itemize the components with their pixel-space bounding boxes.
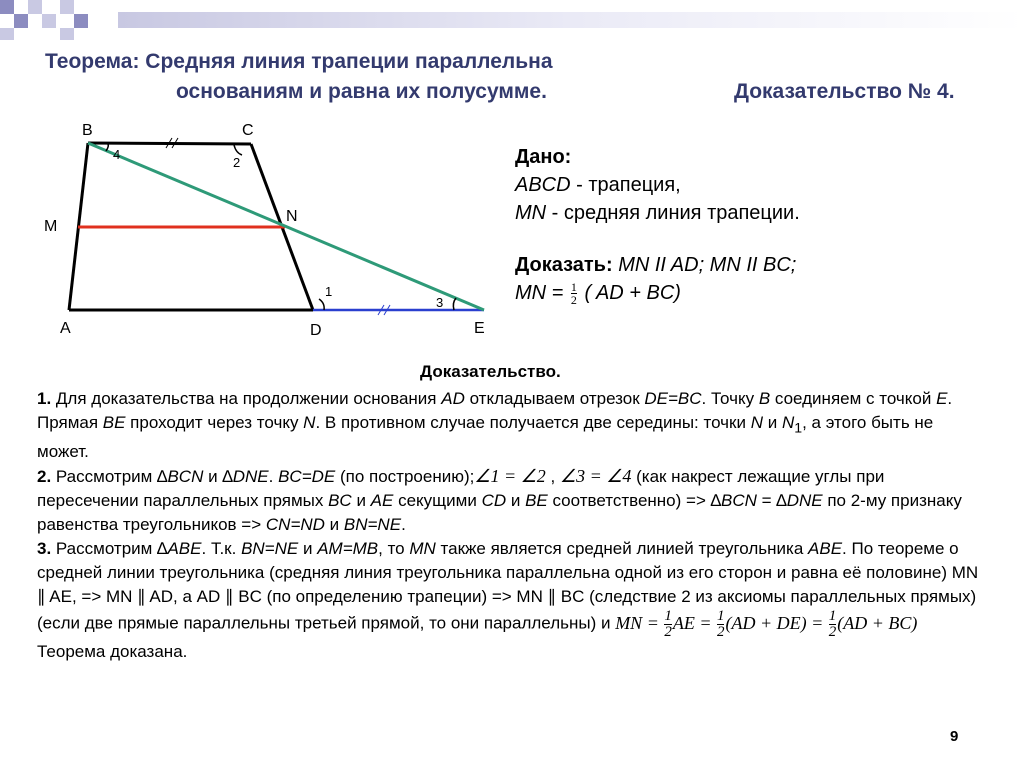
decor-square	[0, 28, 14, 40]
proof-heading: Доказательство.	[420, 362, 561, 381]
label-b: B	[82, 122, 93, 139]
trapezoid-figure	[36, 115, 494, 342]
fraction-num: 1	[570, 280, 577, 295]
proof-var: BE	[525, 491, 548, 511]
label-angle-2: 2	[233, 155, 241, 170]
proof-text: Рассмотрим ∆	[51, 539, 168, 559]
given-text-1: - трапеция,	[570, 174, 681, 196]
formula-part: (AD + BC)	[837, 613, 918, 634]
proof-var: BE	[102, 413, 126, 432]
proof-var: BN=NE	[241, 539, 299, 559]
proof-conclusion: Теорема доказана.	[37, 642, 188, 662]
decor-square	[42, 14, 56, 28]
proof-var: E	[936, 389, 948, 408]
proof-var: DNE	[232, 467, 269, 487]
fraction-den: 2	[828, 624, 837, 641]
fraction-num: 1	[828, 608, 837, 625]
fraction-half	[717, 609, 725, 640]
side-bc	[88, 143, 251, 144]
proof-var: AM=MB	[317, 539, 379, 559]
label-a: A	[60, 320, 71, 337]
proof-var: BCN	[167, 467, 204, 487]
proof-text: ,	[545, 467, 560, 487]
given-var-mn: MN	[515, 202, 547, 224]
fraction-den: 2	[664, 624, 672, 641]
theorem-title-line1: Теорема: Средняя линия трапеции параллельна	[45, 50, 553, 73]
decorative-header	[0, 0, 1024, 40]
given-text-2: - средняя линия трапеции.	[546, 202, 800, 224]
page-number: 9	[950, 728, 959, 745]
proof-var: CD	[481, 491, 507, 511]
proof-text: по 2-му признаку равенства треугольников =>	[37, 491, 962, 535]
proof-var: MN	[409, 539, 436, 559]
proof-text: Рассмотрим ∆	[51, 467, 168, 487]
theorem-title-line2: основаниям и равна их полусумме.	[176, 80, 547, 103]
label-c: C	[242, 122, 254, 139]
proof-var: DE=BC	[644, 389, 702, 408]
proof-text: . В противном случае получается две середины: точки	[315, 413, 751, 432]
proof-text: соединяем с точкой	[770, 389, 937, 408]
step-number: 2.	[37, 467, 52, 487]
prove-line2-suffix: ( AD + BC)	[578, 282, 681, 304]
proof-var: BN=NE	[343, 515, 402, 535]
proof-text: . Прямая	[37, 389, 953, 432]
proof-text: и	[506, 491, 526, 511]
fraction-num: 1	[716, 608, 725, 625]
proof-text: = ∆	[756, 491, 787, 511]
formula-part: MN =	[615, 613, 664, 634]
proof-text: . Т.к.	[201, 539, 242, 559]
fraction-half	[664, 609, 672, 640]
proof-body	[37, 387, 987, 664]
label-d: D	[310, 322, 322, 339]
decor-square	[60, 0, 74, 14]
proof-text: .	[401, 515, 406, 535]
label-n: N	[286, 208, 298, 225]
proof-text: (по построению);	[335, 467, 475, 487]
given-var-abcd: ABCD	[515, 174, 571, 196]
proof-text: проходит через точку	[125, 413, 304, 432]
label-angle-1: 1	[325, 284, 333, 299]
proof-text: и ∆	[203, 467, 233, 487]
proof-text: соответственно) => ∆	[547, 491, 722, 511]
decor-square	[14, 14, 28, 28]
fraction-den: 2	[570, 293, 577, 308]
proof-var: N	[750, 413, 763, 432]
proof-text: откладываем отрезок	[464, 389, 645, 408]
proof-subscript: 1	[794, 420, 803, 437]
proof-step-2	[37, 464, 987, 537]
formula-part: (AD + DE) =	[725, 613, 828, 634]
proof-var: CN=ND	[265, 515, 325, 535]
angle-equality-1: ∠1 = ∠2	[474, 466, 546, 487]
proof-var: B	[758, 389, 771, 408]
decor-square	[60, 28, 74, 40]
proof-step-1	[37, 387, 987, 464]
proof-var: AD	[441, 389, 465, 408]
prove-line1: MN II AD; MN II BC;	[612, 254, 797, 276]
decor-square	[74, 14, 88, 28]
proof-var: AE	[370, 491, 394, 511]
proof-var: N	[303, 413, 316, 432]
proof-text: и	[298, 539, 318, 559]
proof-var: BC	[328, 491, 352, 511]
proof-text: , то	[378, 539, 410, 559]
label-m: M	[44, 218, 58, 235]
proof-var: ABE	[167, 539, 202, 559]
proof-step-3	[37, 537, 987, 664]
proof-text: .	[268, 467, 279, 487]
label-e: E	[474, 320, 485, 337]
proof-var: BC=DE	[278, 467, 336, 487]
proof-text: (как накрест лежащие углы при пересечении параллельных прямых	[37, 467, 885, 511]
decor-square	[0, 0, 14, 14]
proof-var: ABE	[808, 539, 843, 559]
prove-line2-prefix: MN =	[515, 282, 569, 304]
fraction-half	[571, 281, 577, 306]
proof-text: и	[324, 515, 344, 535]
proof-text: и	[351, 491, 371, 511]
step-number: 1.	[37, 389, 52, 408]
label-angle-3: 3	[436, 295, 444, 310]
proof-text: . По теореме о средней линии треугольника (средняя линия треугольника параллельна одной из его сторон и равна её половине) MN ∥ AE, => MN ∥ AD, а AD ∥ BC (по определению трапеции) => MN ∥ BC (следствие 2 из аксиомы параллельных прямых) (если две прямые параллельны третьей прямой, то они параллельны) и	[37, 539, 979, 634]
proof-var: BCN	[721, 491, 757, 511]
proof-text: . Точку	[701, 389, 759, 408]
step-number: 3.	[37, 539, 52, 559]
proof-var: DNE	[786, 491, 823, 511]
proof-text: также является средней линией треугольника	[435, 539, 809, 559]
proof-text: секущими	[393, 491, 482, 511]
label-angle-4: 4	[113, 147, 121, 162]
decor-square	[28, 0, 42, 14]
given-label: Дано:	[515, 146, 572, 168]
fraction-num: 1	[664, 608, 672, 625]
proof-var: N	[781, 413, 795, 432]
proof-text: , а этого быть не может.	[37, 413, 934, 462]
angle-equality-2: ∠3 = ∠4	[559, 466, 632, 487]
proof-text: и	[762, 413, 782, 432]
fraction-den: 2	[716, 624, 725, 641]
final-formula	[615, 608, 918, 641]
fraction-half	[829, 609, 837, 640]
prove-label: Доказать:	[515, 254, 613, 276]
given-section	[515, 143, 995, 307]
decor-gradient-bar	[118, 12, 1024, 28]
formula-part: AE =	[672, 613, 716, 634]
proof-number: Доказательство № 4.	[734, 80, 955, 103]
proof-text: Для доказательства на продолжении основания	[51, 389, 442, 408]
